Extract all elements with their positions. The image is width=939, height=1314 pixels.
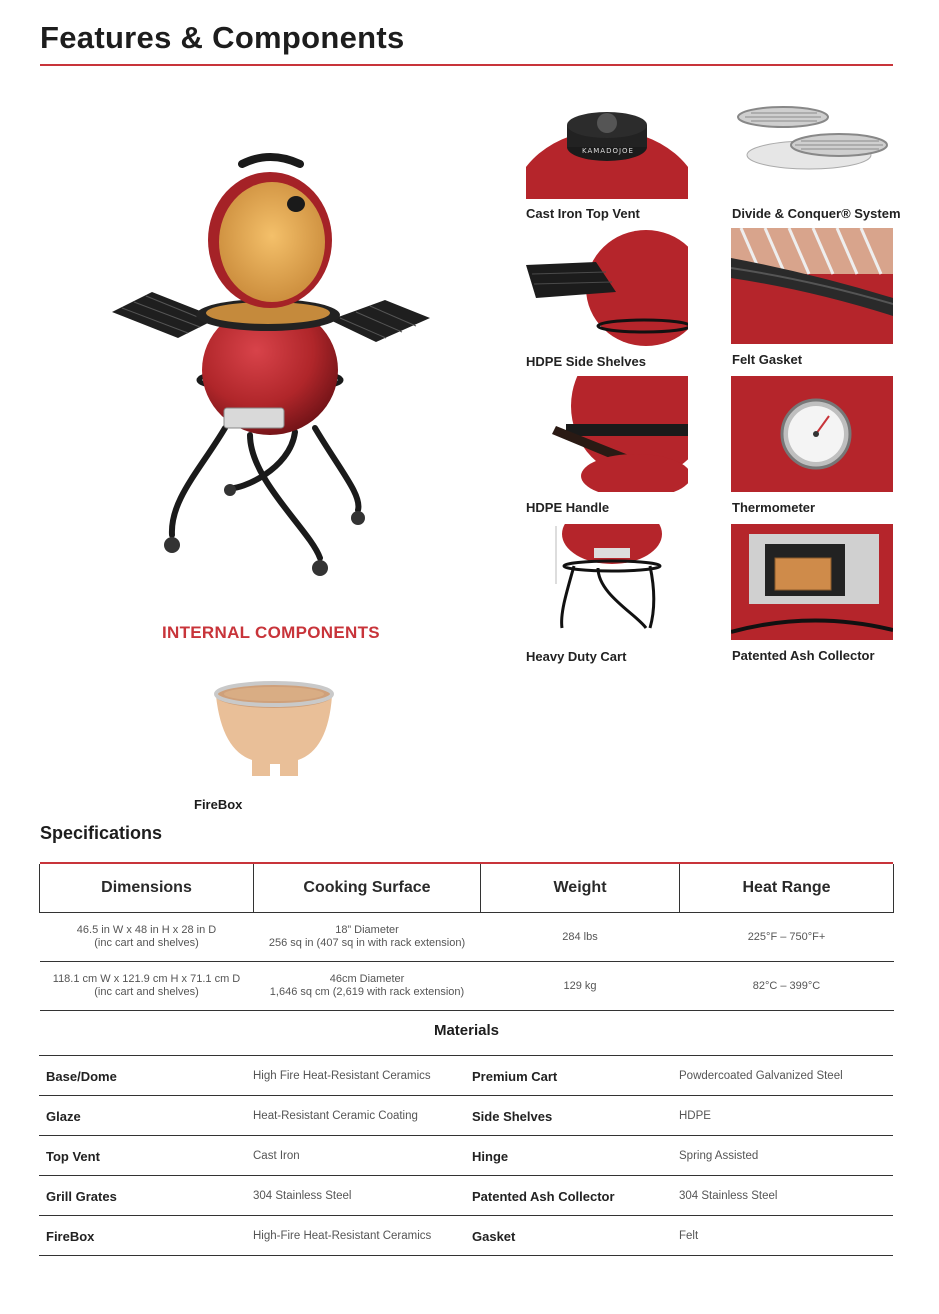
material-value: 304 Stainless Steel xyxy=(678,1176,893,1216)
surface-note: 256 sq in (407 sq in with rack extension) xyxy=(268,937,466,949)
material-label: Hinge xyxy=(465,1136,678,1176)
material-label: Patented Ash Collector xyxy=(465,1176,678,1216)
table-row xyxy=(39,1176,893,1216)
hdpe-handle-image xyxy=(526,376,688,492)
thermometer-image xyxy=(731,376,893,492)
material-value: 304 Stainless Steel xyxy=(252,1176,465,1216)
table-row xyxy=(39,1096,893,1136)
material-label: Gasket xyxy=(465,1216,678,1256)
felt-gasket-image xyxy=(731,228,893,344)
material-value: Cast Iron xyxy=(252,1136,465,1176)
feature-caption: HDPE Handle xyxy=(526,500,610,515)
column-header: Cooking Surface xyxy=(254,864,481,913)
material-label: Premium Cart xyxy=(465,1056,678,1096)
surface-note: 1,646 sq cm (2,619 with rack extension) xyxy=(269,986,465,998)
table-row xyxy=(39,1056,893,1096)
material-value: Heat-Resistant Ceramic Coating xyxy=(252,1096,465,1136)
material-label: Base/Dome xyxy=(39,1056,252,1096)
divide-conquer-image xyxy=(731,95,893,199)
feature-caption: Patented Ash Collector xyxy=(732,648,875,663)
material-value: Powdercoated Galvanized Steel xyxy=(678,1056,893,1096)
page-title: Features & Components xyxy=(40,20,405,55)
weight-cell: 284 lbs xyxy=(481,913,680,962)
feature-caption: Cast Iron Top Vent xyxy=(526,206,640,221)
heavy-duty-cart-image xyxy=(526,524,688,640)
material-label: Grill Grates xyxy=(39,1176,252,1216)
dimensions-line: 46.5 in W x 48 in H x 28 in D xyxy=(76,924,217,936)
material-value: High-Fire Heat-Resistant Ceramics xyxy=(252,1216,465,1256)
feature-caption: Heavy Duty Cart xyxy=(526,649,627,664)
material-label: Top Vent xyxy=(39,1136,252,1176)
materials-table xyxy=(39,1055,893,1256)
feature-caption: Divide & Conquer® System xyxy=(732,206,901,221)
column-header: Weight xyxy=(481,864,680,913)
column-header: Heat Range xyxy=(680,864,894,913)
main-grill-image xyxy=(100,150,440,590)
material-value: HDPE xyxy=(678,1096,893,1136)
cast-iron-top-vent-image xyxy=(526,95,688,199)
surface-line: 46cm Diameter xyxy=(329,973,405,985)
heat-range-cell: 82°C – 399°C xyxy=(680,962,894,1011)
vent-brand-text: KAMADOJOE xyxy=(582,147,634,155)
internal-components-heading: INTERNAL COMPONENTS xyxy=(162,623,380,642)
material-value: Spring Assisted xyxy=(678,1136,893,1176)
materials-heading: Materials xyxy=(433,1022,500,1039)
feature-caption: HDPE Side Shelves xyxy=(526,354,646,369)
column-header: Dimensions xyxy=(40,864,254,913)
material-label: Side Shelves xyxy=(465,1096,678,1136)
feature-caption: Thermometer xyxy=(732,500,816,515)
dimensions-cell xyxy=(40,962,254,1011)
ash-collector-image xyxy=(731,524,893,640)
hdpe-side-shelves-image xyxy=(526,230,688,346)
weight-cell: 129 kg xyxy=(481,962,680,1011)
table-row xyxy=(40,962,894,1011)
cooking-surface-cell xyxy=(254,913,481,962)
title-divider xyxy=(40,64,893,66)
dimensions-line: 118.1 cm W x 121.9 cm H x 71.1 cm D xyxy=(52,973,241,985)
specifications-header-row xyxy=(40,864,894,913)
material-value: High Fire Heat-Resistant Ceramics xyxy=(252,1056,465,1096)
table-row xyxy=(40,913,894,962)
table-row xyxy=(39,1136,893,1176)
dimensions-cell xyxy=(40,913,254,962)
specifications-heading: Specifications xyxy=(40,823,163,843)
material-value: Felt xyxy=(678,1216,893,1256)
table-row xyxy=(39,1216,893,1256)
cooking-surface-cell xyxy=(254,962,481,1011)
heat-range-cell: 225°F – 750°F+ xyxy=(680,913,894,962)
specifications-table xyxy=(39,864,894,1011)
dimensions-note: (inc cart and shelves) xyxy=(94,937,199,949)
firebox-image xyxy=(212,680,336,780)
dimensions-note: (inc cart and shelves) xyxy=(94,986,199,998)
firebox-caption: FireBox xyxy=(194,797,243,812)
surface-line: 18” Diameter xyxy=(335,924,399,936)
feature-caption: Felt Gasket xyxy=(732,352,803,367)
material-label: FireBox xyxy=(39,1216,252,1256)
material-label: Glaze xyxy=(39,1096,252,1136)
